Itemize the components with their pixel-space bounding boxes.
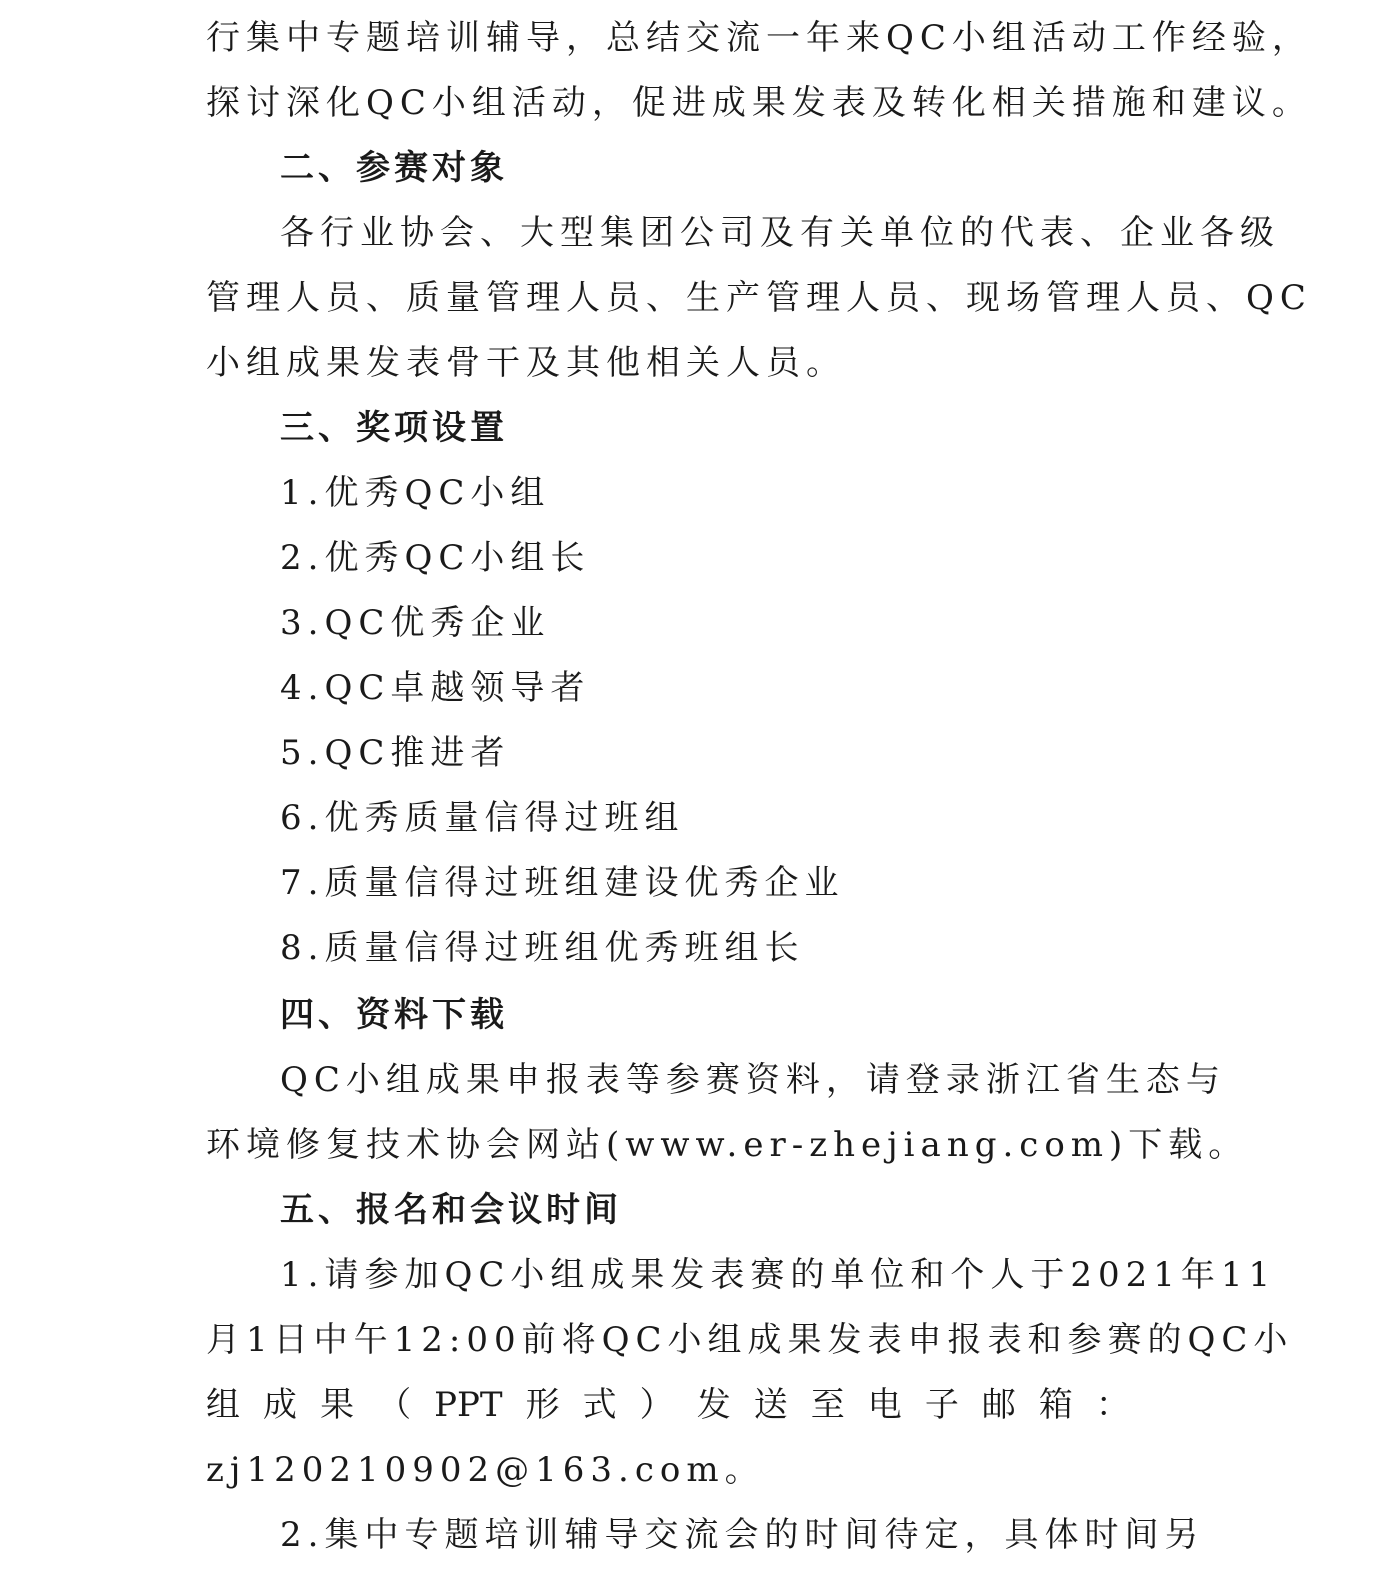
- section-3-heading: 三、奖项设置: [280, 408, 508, 448]
- justified-token: 箱: [1038, 1385, 1073, 1425]
- award-item: 6.优秀质量信得过班组: [280, 798, 685, 838]
- section-5-p1-line-3: [206, 1375, 1130, 1435]
- section-5-email: zj120210902@163.com。: [206, 1450, 765, 1490]
- section-5-heading: 五、报名和会议时间: [280, 1190, 622, 1230]
- justified-token: 式: [582, 1385, 617, 1425]
- justified-token: 发: [696, 1385, 731, 1425]
- section-2-line-2: 管理人员、质量管理人员、生产管理人员、现场管理人员、QC: [206, 278, 1312, 318]
- award-item: 5.QC推进者: [280, 733, 511, 773]
- section-4-line-1: QC小组成果申报表等参赛资料，请登录浙江省生态与: [280, 1060, 1226, 1100]
- section-4-heading: 四、资料下载: [280, 995, 508, 1035]
- justified-token: 成: [263, 1385, 298, 1425]
- award-item: 2.优秀QC小组长: [280, 538, 591, 578]
- section-5-p2-line-1: 2.集中专题培训辅导交流会的时间待定，具体时间另: [280, 1515, 1205, 1555]
- section-5-p1-line-1: 1.请参加QC小组成果发表赛的单位和个人于2021年11: [280, 1255, 1277, 1295]
- intro-line-1: 行集中专题培训辅导，总结交流一年来QC小组活动工作经验，: [206, 18, 1312, 58]
- justified-token: 形: [525, 1385, 560, 1425]
- award-item: 7.质量信得过班组建设优秀企业: [280, 863, 845, 903]
- justified-token: 邮: [981, 1385, 1016, 1425]
- section-4-line-2: 环境修复技术协会网站(www.er-zhejiang.com)下载。: [206, 1125, 1249, 1165]
- justified-token: 送: [753, 1385, 788, 1425]
- justified-token: （: [377, 1385, 412, 1425]
- section-5-p1-line-2: 月1日中午12:00前将QC小组成果发表申报表和参赛的QC小: [206, 1320, 1294, 1360]
- justified-token: 电: [867, 1385, 902, 1425]
- justified-token: 组: [206, 1385, 240, 1425]
- justified-token: ）: [639, 1385, 674, 1425]
- award-item: 8.质量信得过班组优秀班组长: [280, 928, 805, 968]
- award-item: 4.QC卓越领导者: [280, 668, 591, 708]
- award-item: 1.优秀QC小组: [280, 473, 551, 513]
- justified-token: 至: [810, 1385, 845, 1425]
- section-2-line-3: 小组成果发表骨干及其他相关人员。: [206, 343, 846, 383]
- justified-token: PPT: [434, 1385, 503, 1425]
- justified-token: 子: [924, 1385, 959, 1425]
- justified-token: ：: [1095, 1385, 1130, 1425]
- section-2-line-1: 各行业协会、大型集团公司及有关单位的代表、企业各级: [280, 213, 1280, 253]
- section-2-heading: 二、参赛对象: [280, 148, 508, 188]
- justified-token: 果: [320, 1385, 355, 1425]
- award-item: 3.QC优秀企业: [280, 603, 551, 643]
- intro-line-2: 探讨深化QC小组活动，促进成果发表及转化相关措施和建议。: [206, 83, 1312, 123]
